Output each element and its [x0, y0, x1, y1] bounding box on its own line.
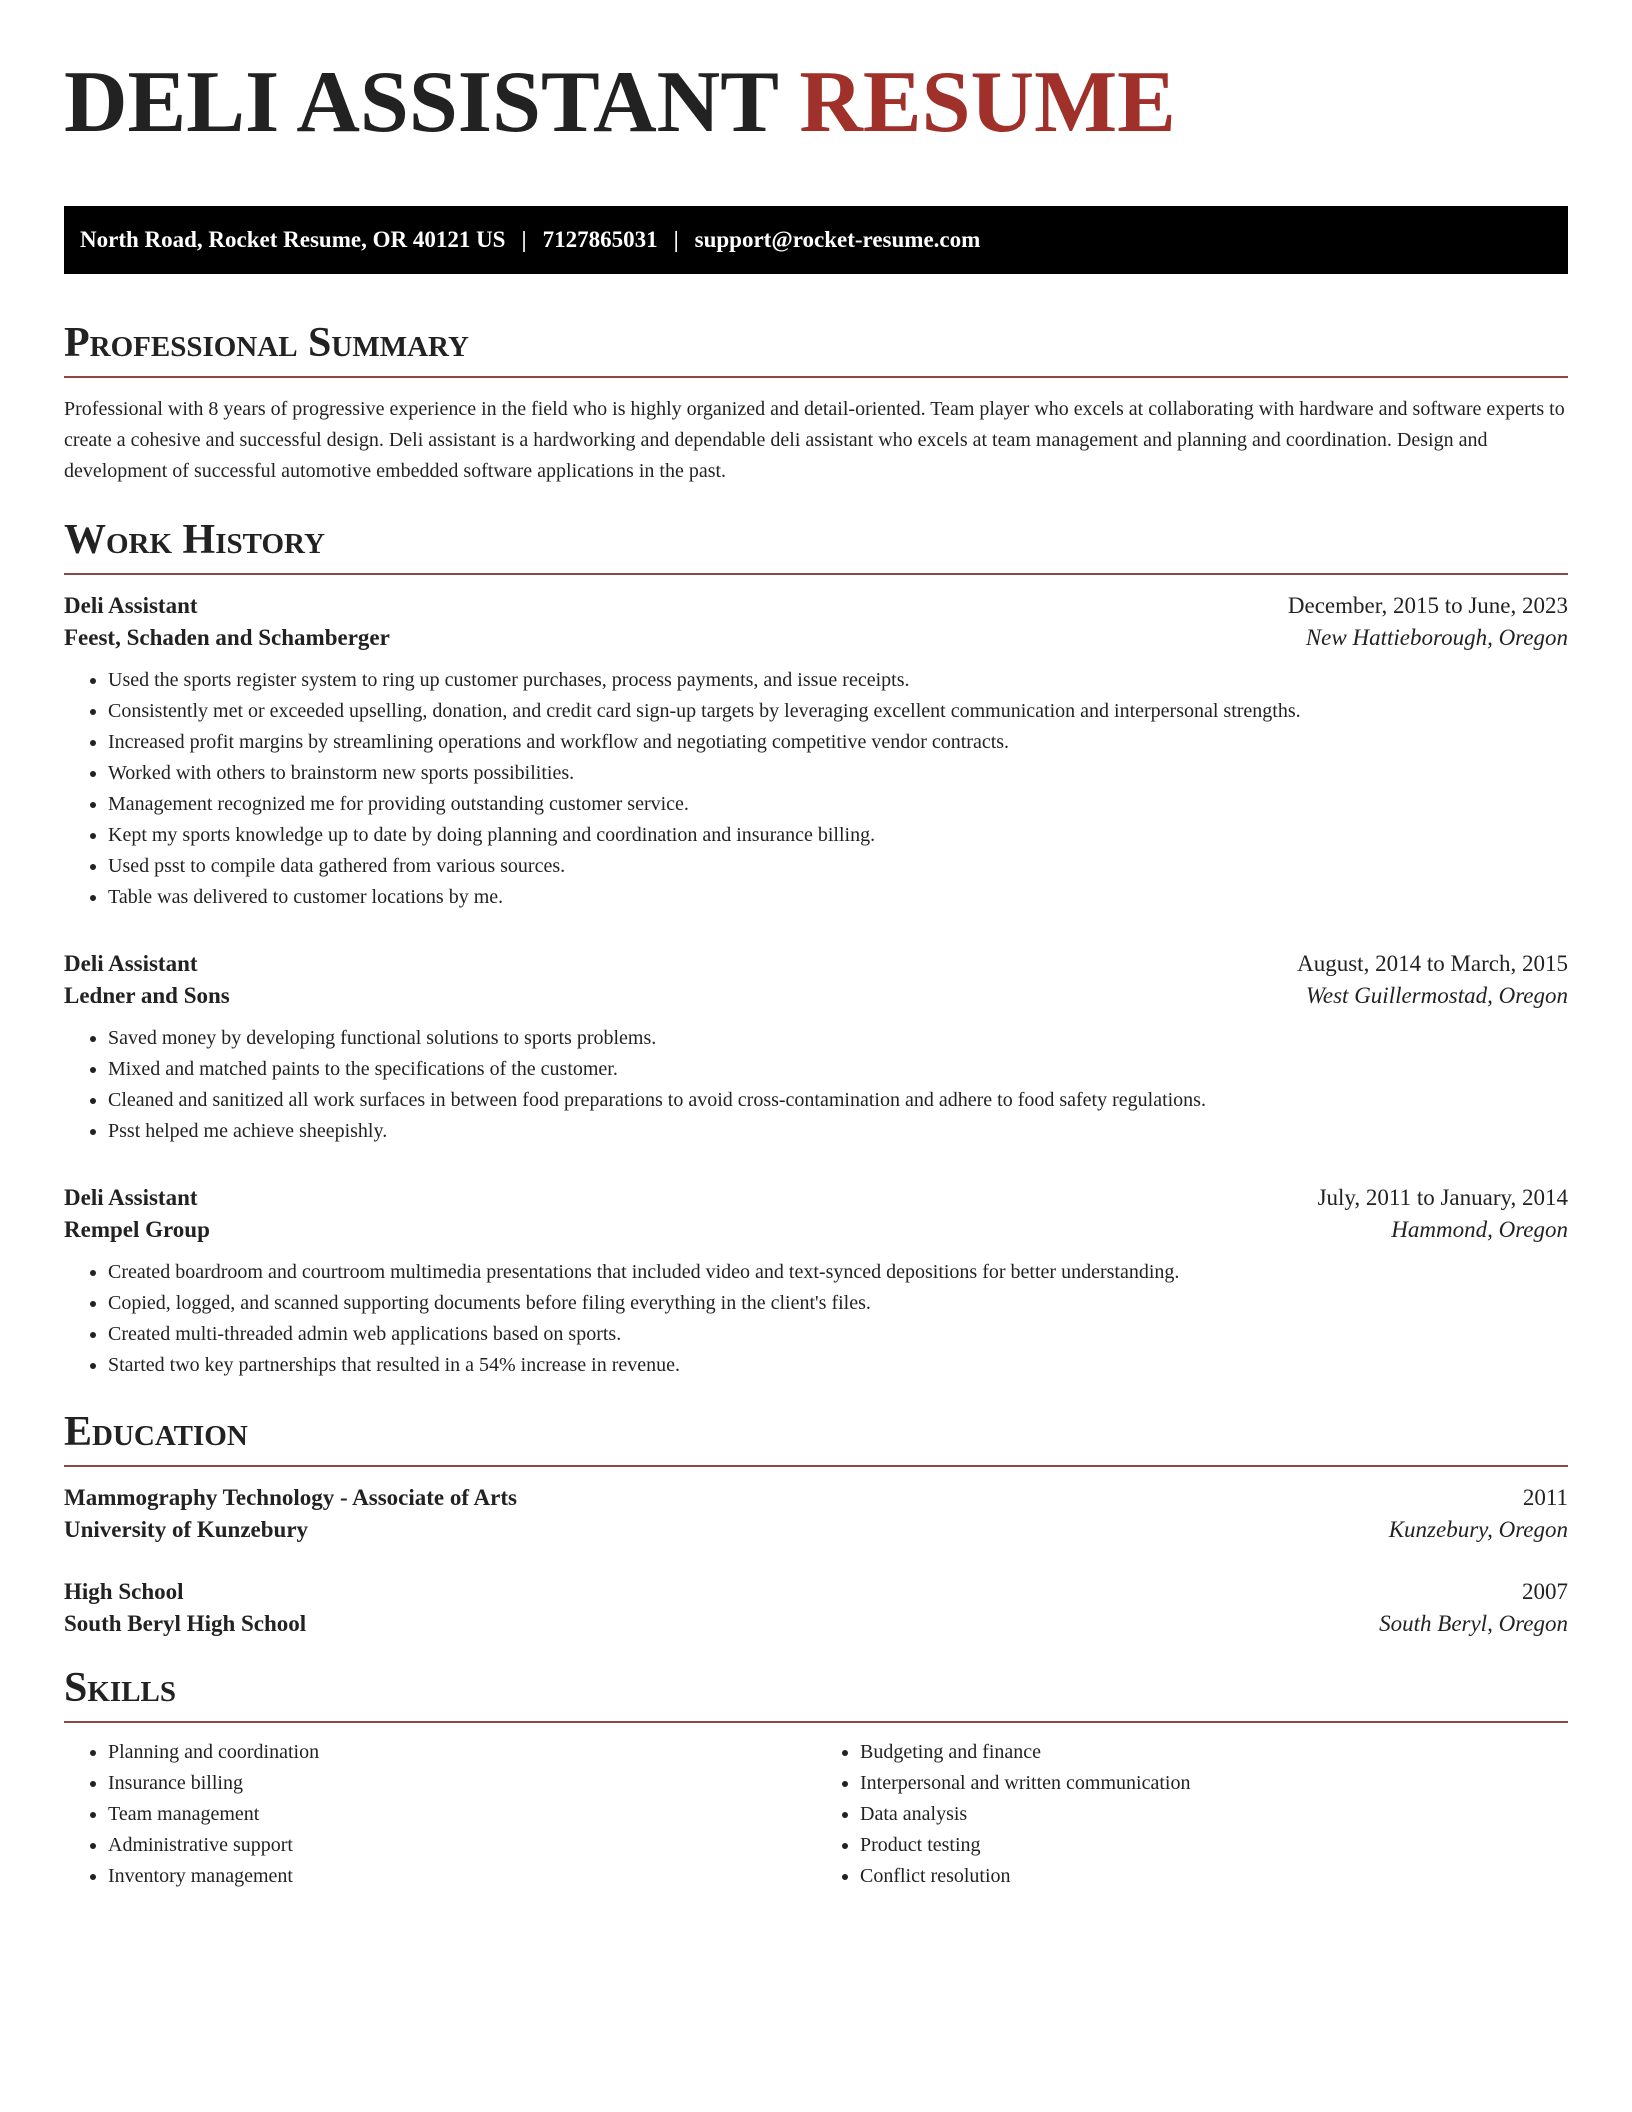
education-school: South Beryl High School — [64, 1611, 307, 1636]
list-item: • Conflict resolution — [860, 1861, 1568, 1892]
list-item: • Created multi-threaded admin web applications based on sports. — [108, 1319, 1568, 1350]
summary-heading: Professional Summary — [64, 318, 1568, 378]
job-entry — [64, 593, 1568, 913]
job-header-row — [64, 593, 1568, 619]
skills-list-left — [64, 1737, 816, 1892]
job-location: New Hattieborough, Oregon — [1305, 625, 1568, 650]
education-school: University of Kunzebury — [64, 1517, 309, 1542]
job-role: Deli Assistant — [64, 1185, 198, 1210]
job-role: Deli Assistant — [64, 951, 198, 976]
list-item: • Budgeting and finance — [860, 1737, 1568, 1768]
list-item: • Table was delivered to customer locations by me. — [108, 882, 1568, 913]
skills-columns — [64, 1723, 1568, 1892]
list-item: • Saved money by developing functional solutions to sports problems. — [108, 1023, 1568, 1054]
job-header-row — [64, 1185, 1568, 1211]
education-entry — [64, 1579, 1568, 1637]
list-item: • Kept my sports knowledge up to date by doing planning and coordination and insurance billing. — [108, 820, 1568, 851]
summary-section — [64, 318, 1568, 487]
list-item: • Increased profit margins by streamlining operations and workflow and negotiating competitive vendor contracts. — [108, 727, 1568, 758]
job-company: Ledner and Sons — [64, 983, 230, 1008]
list-item: • Administrative support — [108, 1830, 816, 1861]
list-item: • Mixed and matched paints to the specifications of the customer. — [108, 1054, 1568, 1085]
education-subheader-row — [64, 1611, 1568, 1637]
contact-email: support@rocket-resume.com — [694, 227, 981, 252]
job-subheader-row — [64, 1217, 1568, 1243]
list-item: • Used psst to compile data gathered from various sources. — [108, 851, 1568, 882]
work-heading: Work History — [64, 515, 1568, 575]
work-section — [64, 515, 1568, 1381]
job-dates: December, 2015 to June, 2023 — [1287, 593, 1568, 618]
education-entry — [64, 1485, 1568, 1543]
skills-section — [64, 1663, 1568, 1892]
list-item: • Consistently met or exceeded upselling, donation, and credit card sign-up targets by leveraging excellent communication and interpersonal strengths. — [108, 696, 1568, 727]
education-location: South Beryl, Oregon — [1379, 1611, 1568, 1636]
job-bullets — [64, 1257, 1568, 1381]
title-main: DELI ASSISTANT — [64, 54, 778, 151]
education-subheader-row — [64, 1517, 1568, 1543]
summary-text: Professional with 8 years of progressive experience in the field who is highly organized and detail-oriented. Team player who excels at collaborating with hardware and software experts to create a cohesive and successful design. Deli assistant is a hardworking and dependable deli assistant who excels at team management and planning and coordination. Design and development of successful automotive embedded software applications in the past. — [64, 398, 1565, 482]
job-company: Rempel Group — [64, 1217, 210, 1242]
job-subheader-row — [64, 625, 1568, 651]
list-item: • Psst helped me achieve sheepishly. — [108, 1116, 1568, 1147]
resume-title — [64, 0, 1568, 172]
list-item: • Management recognized me for providing outstanding customer service. — [108, 789, 1568, 820]
contact-address: North Road, Rocket Resume, OR 40121 US — [80, 227, 506, 252]
job-location: Hammond, Oregon — [1391, 1217, 1568, 1242]
list-item: • Product testing — [860, 1830, 1568, 1861]
list-item: • Used the sports register system to ring up customer purchases, process payments, and issue receipts. — [108, 665, 1568, 696]
title-accent: RESUME — [799, 54, 1176, 151]
education-year: 2011 — [1522, 1485, 1568, 1510]
education-header-row — [64, 1579, 1568, 1605]
contact-separator: | — [521, 227, 527, 252]
contact-separator: | — [673, 227, 679, 252]
education-year: 2007 — [1522, 1579, 1568, 1604]
education-degree: High School — [64, 1579, 184, 1604]
job-entry — [64, 1185, 1568, 1381]
contact-phone: 7127865031 — [542, 227, 658, 252]
list-item: • Insurance billing — [108, 1768, 816, 1799]
education-header-row — [64, 1485, 1568, 1511]
job-bullets — [64, 1023, 1568, 1147]
job-header-row — [64, 951, 1568, 977]
list-item: • Data analysis — [860, 1799, 1568, 1830]
job-dates: July, 2011 to January, 2014 — [1317, 1185, 1568, 1210]
list-item: • Inventory management — [108, 1861, 816, 1892]
list-item: • Worked with others to brainstorm new sports possibilities. — [108, 758, 1568, 789]
list-item: • Team management — [108, 1799, 816, 1830]
list-item: • Interpersonal and written communication — [860, 1768, 1568, 1799]
job-entry — [64, 951, 1568, 1147]
job-subheader-row — [64, 983, 1568, 1009]
skills-list-right — [816, 1737, 1568, 1892]
list-item: • Created boardroom and courtroom multimedia presentations that included video and text-synced depositions for better understanding. — [108, 1257, 1568, 1288]
skills-heading: Skills — [64, 1663, 1568, 1723]
education-heading: Education — [64, 1407, 1568, 1467]
list-item: • Copied, logged, and scanned supporting documents before filing everything in the client's files. — [108, 1288, 1568, 1319]
contact-bar — [64, 206, 1568, 274]
list-item: • Started two key partnerships that resulted in a 54% increase in revenue. — [108, 1350, 1568, 1381]
job-role: Deli Assistant — [64, 593, 198, 618]
education-section — [64, 1407, 1568, 1637]
job-company: Feest, Schaden and Schamberger — [64, 625, 390, 650]
education-degree: Mammography Technology - Associate of Arts — [64, 1485, 517, 1510]
education-location: Kunzebury, Oregon — [1388, 1517, 1568, 1542]
job-bullets — [64, 665, 1568, 913]
job-location: West Guillermostad, Oregon — [1305, 983, 1568, 1008]
job-dates: August, 2014 to March, 2015 — [1297, 951, 1568, 976]
list-item: • Planning and coordination — [108, 1737, 816, 1768]
list-item: • Cleaned and sanitized all work surfaces in between food preparations to avoid cross-contamination and adhere to food safety regulations. — [108, 1085, 1568, 1116]
